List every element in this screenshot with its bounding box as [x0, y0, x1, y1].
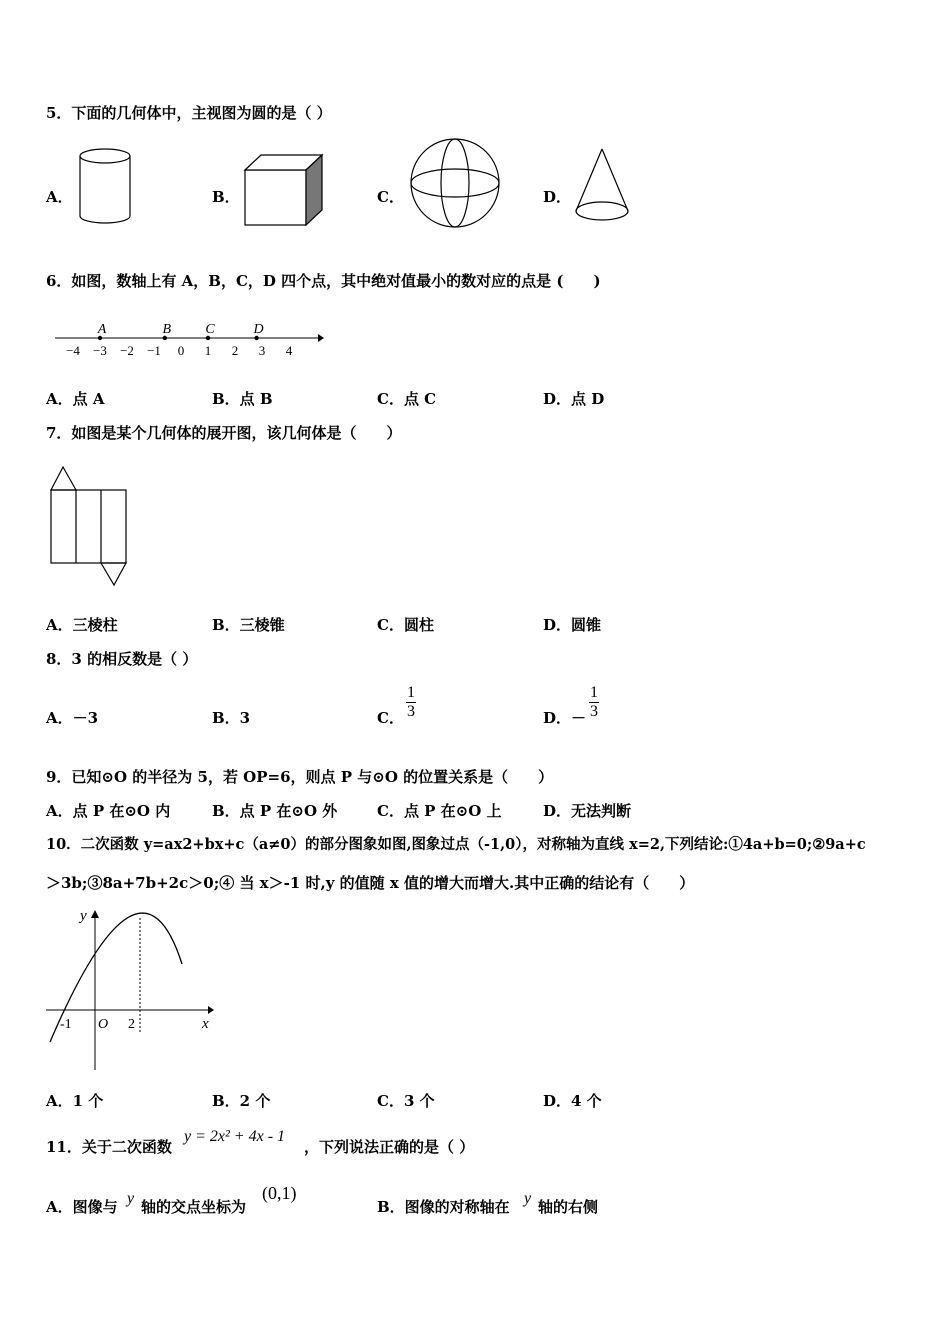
fraction-numerator: 1: [590, 684, 598, 701]
graph-two-label: 2: [128, 1017, 135, 1032]
q11-formula: y = 2x² + 4x - 1: [184, 1128, 286, 1145]
number-line: [50, 318, 330, 364]
q5-option-a: A．: [46, 188, 73, 206]
axis-tick-label: 0: [177, 343, 185, 358]
q5-option-d: D．: [543, 188, 572, 206]
q10-option-d: D．4 个: [543, 1092, 602, 1110]
q8-stem: 8．3 的相反数是（ ）: [46, 650, 198, 668]
q10-option-a: A．1 个: [46, 1092, 104, 1110]
axis-tick-label: 2: [231, 343, 239, 358]
q8-fraction-d: [589, 684, 599, 721]
q9-option-b: B．点 P 在⊙O 外: [212, 802, 338, 820]
axis-tick-label: 3: [258, 343, 266, 358]
sphere-icon: [408, 136, 502, 230]
axis-tick-label: −3: [93, 343, 107, 358]
q10-stem-line2: ＞3b;③8a+7b+2c＞0;④ 当 x＞-1 时,y 的值随 x 值的增大而增大.其中正确的结论有（ ）: [46, 874, 695, 892]
q6-option-a: A．点 A: [46, 390, 105, 408]
q11-option-b-text: B．图像的对称轴在: [377, 1198, 510, 1216]
point-label: D: [253, 322, 264, 337]
graph-origin-label: O: [98, 1017, 109, 1032]
q8-fraction-c: [406, 684, 416, 721]
graph-x-label: x: [202, 1016, 209, 1032]
axis-tick-label: −4: [66, 343, 80, 358]
q10-stem-line1: 10．二次函数 y=ax2+bx+c（a≠0）的部分图象如图,图象过点（-1,0），对称轴为直线 x=2,下列结论:①4a+b=0;②9a+c: [46, 836, 866, 853]
q11-option-a-text2: 轴的交点坐标为: [141, 1198, 247, 1216]
graph-neg1-label: -1: [60, 1017, 72, 1032]
q9-option-c: C．点 P 在⊙O 上: [377, 802, 502, 820]
q5-stem: 5．下面的几何体中，主视图为圆的是（ ）: [46, 104, 332, 122]
q6-option-b: B．点 B: [212, 390, 273, 408]
axis-tick-label: −1: [147, 343, 161, 358]
q11-option-b-text2: 轴的右侧: [538, 1198, 599, 1216]
q8-option-c: C．: [377, 709, 404, 727]
q11-stem-suffix: ，下列说法正确的是（ ）: [304, 1138, 475, 1156]
q9-option-d: D．无法判断: [543, 802, 632, 820]
cone-icon: [572, 146, 632, 230]
q5-option-b: B．: [212, 188, 240, 206]
q7-option-d: D．圆锥: [543, 616, 602, 634]
axis-tick-label: −2: [120, 343, 134, 358]
q11-stem-prefix: 11．关于二次函数: [46, 1138, 172, 1156]
point-label: C: [205, 322, 215, 337]
q6-option-c: C．点 C: [377, 390, 437, 408]
q8-option-a: A．－3: [46, 709, 99, 727]
q7-option-b: B．三棱锥: [212, 616, 285, 634]
axis-tick-label: 4: [285, 343, 293, 358]
fraction-denominator: 3: [590, 703, 598, 720]
q10-option-c: C．3 个: [377, 1092, 435, 1110]
q11-option-a-point: (0,1): [262, 1183, 297, 1203]
prism-net-figure: [46, 464, 132, 588]
parabola-graph: [42, 904, 218, 1074]
q6-stem: 6．如图，数轴上有 A，B，C，D 四个点，其中绝对值最小的数对应的点是 ( ): [46, 272, 601, 290]
q9-stem: 9．已知⊙O 的半径为 5，若 OP=6，则点 P 与⊙O 的位置关系是（ ）: [46, 768, 554, 786]
q7-option-a: A．三棱柱: [46, 616, 118, 634]
q7-stem: 7．如图是某个几何体的展开图，该几何体是（ ）: [46, 424, 402, 442]
q7-option-c: C．圆柱: [377, 616, 434, 634]
q8-option-b: B．3: [212, 709, 251, 727]
q11-option-a-var: y: [127, 1190, 135, 1207]
q10-option-b: B．2 个: [212, 1092, 271, 1110]
cylinder-icon: [76, 146, 134, 228]
q5-option-c: C．: [377, 188, 404, 206]
q9-option-a: A．点 P 在⊙O 内: [46, 802, 171, 820]
q11-option-b-var: y: [524, 1190, 532, 1207]
fraction-denominator: 3: [407, 703, 415, 720]
graph-y-label: y: [80, 908, 87, 924]
fraction-numerator: 1: [407, 684, 415, 701]
point-label: A: [97, 322, 107, 337]
q6-option-d: D．点 D: [543, 390, 605, 408]
q8-option-d: D．－: [543, 709, 587, 727]
cube-icon: [242, 152, 326, 228]
point-label: B: [162, 322, 172, 337]
axis-tick-label: 1: [204, 343, 212, 358]
q11-option-a-text: A．图像与: [46, 1198, 118, 1216]
